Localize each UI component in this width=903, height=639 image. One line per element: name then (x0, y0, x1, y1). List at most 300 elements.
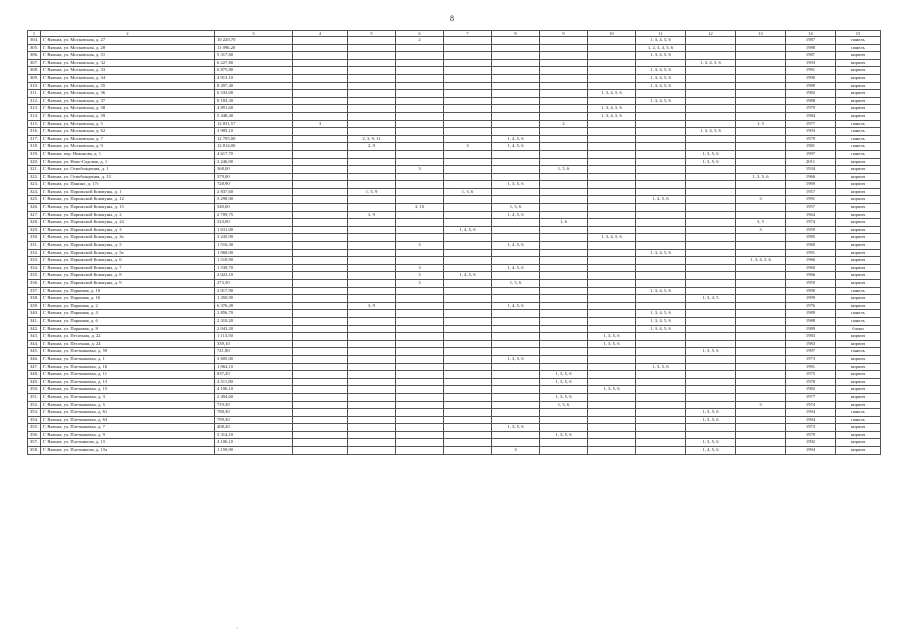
table-cell: 314. (28, 112, 41, 120)
table-row (28, 204, 881, 212)
table-cell (636, 135, 686, 143)
table-cell: Г. Вязьма, ул. Парижской Коммуны, д. 12 (41, 196, 215, 204)
table-cell (588, 272, 636, 280)
table-cell: 2 043,20 (215, 325, 293, 333)
table-cell: 1, 3, 4, 5, 6 (686, 59, 736, 67)
table-cell (736, 310, 786, 318)
table-cell (540, 204, 588, 212)
table-cell (293, 280, 348, 288)
table-cell: кирпич (836, 173, 881, 181)
table-cell (540, 158, 588, 166)
table-cell (588, 44, 636, 52)
table-cell (736, 128, 786, 136)
table-cell: 273,50 (215, 280, 293, 288)
table-cell (396, 44, 444, 52)
table-cell (293, 158, 348, 166)
table-cell (293, 90, 348, 98)
table-cell: панель (836, 120, 881, 128)
table-cell (348, 295, 396, 303)
table-cell (444, 264, 492, 272)
table-cell (293, 401, 348, 409)
table-cell: 3 (396, 272, 444, 280)
table-cell: 1982 (786, 90, 836, 98)
table-cell: 1, 5, 6 (492, 204, 540, 212)
table-cell (736, 242, 786, 250)
table-cell (736, 188, 786, 196)
table-cell: 330. (28, 234, 41, 242)
table-cell (396, 128, 444, 136)
table-cell (492, 234, 540, 242)
table-cell: 1, 5, 6 (540, 166, 588, 174)
table-cell (736, 59, 786, 67)
table-cell (348, 242, 396, 250)
table-row (28, 409, 881, 417)
table-cell: 334. (28, 264, 41, 272)
table-cell (588, 416, 636, 424)
table-cell (588, 52, 636, 60)
table-cell: 1, 4, 5, 6 (492, 135, 540, 143)
table-cell (293, 416, 348, 424)
table-cell (396, 401, 444, 409)
page-footer-mark: · (236, 626, 238, 632)
table-row (28, 82, 881, 90)
table-cell: 313. (28, 105, 41, 113)
table-cell (348, 74, 396, 82)
table-cell (540, 302, 588, 310)
table-cell (396, 150, 444, 158)
table-cell: 1960 (786, 264, 836, 272)
table-cell (492, 188, 540, 196)
table-cell: кирпич (836, 424, 881, 432)
table-cell: 1, 4, 5, 6 (492, 302, 540, 310)
table-cell: 1994 (786, 447, 836, 455)
table-cell (444, 355, 492, 363)
table-cell (444, 97, 492, 105)
table-cell (293, 302, 348, 310)
table-cell: 1988 (786, 317, 836, 325)
table-cell: 2 246,00 (215, 158, 293, 166)
table-cell: 3 985,10 (215, 128, 293, 136)
table-cell: 1989 (786, 325, 836, 333)
table-cell (540, 424, 588, 432)
table-cell (686, 424, 736, 432)
table-cell (293, 264, 348, 272)
table-cell (736, 439, 786, 447)
table-cell: 325. (28, 196, 41, 204)
table-row (28, 37, 881, 45)
table-cell: 1974 (786, 401, 836, 409)
table-cell: 1, 3, 5, 6 (540, 431, 588, 439)
table-body (28, 31, 881, 455)
table-row (28, 211, 881, 219)
table-cell (636, 439, 686, 447)
table-cell: панель (836, 37, 881, 45)
column-header: 7 (444, 31, 492, 37)
table-cell (293, 211, 348, 219)
table-row (28, 249, 881, 257)
table-cell (540, 97, 588, 105)
table-cell (588, 74, 636, 82)
table-cell: Г. Вязьма, ул. Песочная, д. 22 (41, 333, 215, 341)
column-header: 8 (492, 31, 540, 37)
table-cell (293, 348, 348, 356)
table-cell (293, 340, 348, 348)
table-cell: 408,20 (215, 424, 293, 432)
table-cell (348, 173, 396, 181)
table-cell: 1, 3, 5, 6 (636, 363, 686, 371)
table-cell: Г. Вязьма, ул. Московская, д. 31 (41, 52, 215, 60)
table-row (28, 355, 881, 363)
table-cell (588, 188, 636, 196)
table-cell: 1 510,90 (215, 257, 293, 265)
table-cell: кирпич (836, 166, 881, 174)
table-cell (686, 196, 736, 204)
table-cell (444, 105, 492, 113)
table-cell (686, 90, 736, 98)
table-cell (736, 181, 786, 189)
table-cell (348, 105, 396, 113)
table-cell (686, 219, 736, 227)
table-cell (444, 409, 492, 417)
table-cell (444, 74, 492, 82)
table-cell: 317. (28, 135, 41, 143)
table-cell: 1, 3, 5, 6 (686, 409, 736, 417)
housing-register-table (27, 30, 881, 455)
table-cell: 1, 3, 6 (444, 188, 492, 196)
table-cell (492, 90, 540, 98)
table-cell: Г. Вязьма, ул. Парковая, д. 4 (41, 310, 215, 318)
table-cell: 12 795,00 (215, 135, 293, 143)
table-cell: 1, 3, 5, 6 (588, 386, 636, 394)
table-cell (348, 90, 396, 98)
table-cell: 3 (396, 280, 444, 288)
table-cell (686, 310, 736, 318)
table-cell: 1987 (786, 52, 836, 60)
table-cell (396, 409, 444, 417)
table-cell: кирпич (836, 188, 881, 196)
table-cell (540, 310, 588, 318)
table-cell: 312. (28, 97, 41, 105)
table-cell (396, 234, 444, 242)
table-cell (492, 371, 540, 379)
table-cell: 3 298,00 (215, 196, 293, 204)
table-cell (348, 226, 396, 234)
table-cell (293, 52, 348, 60)
table-row (28, 424, 881, 432)
table-cell (736, 340, 786, 348)
table-cell: 307. (28, 59, 41, 67)
table-cell (492, 409, 540, 417)
table-cell: 1, 3, 4, 5, 6 (636, 74, 686, 82)
table-cell (588, 82, 636, 90)
table-cell: 1 516,30 (215, 242, 293, 250)
table-cell: 352. (28, 401, 41, 409)
table-cell: 1 113,50 (215, 333, 293, 341)
table-cell (686, 333, 736, 341)
table-cell (396, 416, 444, 424)
column-header: 3 (215, 31, 293, 37)
table-cell (444, 401, 492, 409)
table-cell (588, 128, 636, 136)
table-cell (636, 386, 686, 394)
table-cell (588, 401, 636, 409)
table-cell: Г. Вязьма, ул. Панино, д. 17г (41, 181, 215, 189)
table-cell: 1, 3, 5, 6 (540, 393, 588, 401)
column-header: 2 (41, 31, 215, 37)
table-cell: 339,10 (215, 340, 293, 348)
table-cell: кирпич (836, 431, 881, 439)
table-cell: 1, 3, 4, 5, 6 (636, 97, 686, 105)
table-cell (396, 74, 444, 82)
table-cell (348, 310, 396, 318)
table-cell: 1, 3, 4, 5, 6 (636, 249, 686, 257)
table-cell: 1985 (786, 234, 836, 242)
table-cell: кирпич (836, 257, 881, 265)
table-cell (588, 355, 636, 363)
table-cell (444, 310, 492, 318)
table-cell (636, 173, 686, 181)
table-row (28, 333, 881, 341)
table-cell (396, 135, 444, 143)
table-cell (293, 105, 348, 113)
table-cell: Г. Вязьма, ул. Парижской Коммуны, д. 15 (41, 204, 215, 212)
table-cell (588, 378, 636, 386)
table-cell: 1988 (786, 44, 836, 52)
table-cell: 1, 3, 5, 6 (588, 333, 636, 341)
table-cell: Г. Вязьма, ул. Московская, д. 9 (41, 143, 215, 151)
table-cell: Г. Вязьма, ул. Плетниковка, д. 10 (41, 363, 215, 371)
table-cell (588, 173, 636, 181)
table-cell: 837,20 (215, 371, 293, 379)
table-cell (636, 158, 686, 166)
table-cell: 351. (28, 393, 41, 401)
table-cell (293, 188, 348, 196)
table-cell: 1964 (786, 211, 836, 219)
table-cell: 310. (28, 82, 41, 90)
table-cell (736, 211, 786, 219)
table-cell (492, 105, 540, 113)
table-cell (444, 333, 492, 341)
column-header: 1 (28, 31, 41, 37)
table-cell (686, 386, 736, 394)
table-cell: 3, 9 (348, 302, 396, 310)
table-cell: 1 530,70 (215, 264, 293, 272)
table-cell (293, 82, 348, 90)
table-cell (588, 447, 636, 455)
table-cell (444, 120, 492, 128)
table-cell (348, 363, 396, 371)
table-cell (540, 52, 588, 60)
table-cell (444, 447, 492, 455)
table-cell (588, 120, 636, 128)
table-cell: 1997 (786, 150, 836, 158)
table-cell (686, 234, 736, 242)
table-cell: кирпич (836, 226, 881, 234)
table-cell: 1, 2, 3, 4, 5, 6 (636, 44, 686, 52)
table-cell (588, 431, 636, 439)
table-cell (293, 226, 348, 234)
table-cell: Г. Вязьма, ул. Плетниковка, д. 11 (41, 371, 215, 379)
table-cell (636, 211, 686, 219)
table-row (28, 431, 881, 439)
table-cell: 1978 (786, 378, 836, 386)
table-cell (293, 439, 348, 447)
table-cell: 1, 3, 5, 6 (686, 150, 736, 158)
table-cell (686, 280, 736, 288)
table-cell (293, 272, 348, 280)
table-cell (293, 196, 348, 204)
table-cell (492, 363, 540, 371)
table-cell (293, 37, 348, 45)
table-cell: 1999 (786, 295, 836, 303)
table-cell (444, 234, 492, 242)
table-cell: 11 096,20 (215, 44, 293, 52)
table-cell (492, 393, 540, 401)
table-cell: кирпич (836, 295, 881, 303)
table-cell (686, 67, 736, 75)
table-cell: 1, 5 (736, 120, 786, 128)
table-row (28, 242, 881, 250)
table-cell: Г. Вязьма, ул. Московская, д. 33 (41, 67, 215, 75)
column-header: 12 (686, 31, 736, 37)
table-cell (588, 204, 636, 212)
table-cell: 1990 (786, 74, 836, 82)
table-cell: кирпич (836, 158, 881, 166)
table-cell: 1, 5, 6 (540, 401, 588, 409)
table-cell: Г. Вязьма, ул. Плотникова, д. 15 (41, 439, 215, 447)
table-cell (492, 97, 540, 105)
table-row (28, 158, 881, 166)
table-cell (686, 249, 736, 257)
table-cell (686, 44, 736, 52)
table-cell: 5 317,60 (215, 52, 293, 60)
table-cell: кирпич (836, 447, 881, 455)
table-cell (540, 128, 588, 136)
table-cell (540, 287, 588, 295)
table-cell (348, 37, 396, 45)
table-cell (293, 378, 348, 386)
table-row (28, 378, 881, 386)
table-cell (293, 310, 348, 318)
table-cell (348, 82, 396, 90)
table-cell: кирпич (836, 386, 881, 394)
table-cell: 1983 (786, 333, 836, 341)
table-cell: Г. Вязьма, ул. Московская, д. 39 (41, 112, 215, 120)
table-cell (396, 257, 444, 265)
table-row (28, 340, 881, 348)
table-cell (444, 59, 492, 67)
table-cell: 5 448,40 (215, 112, 293, 120)
table-cell (736, 333, 786, 341)
table-cell (348, 378, 396, 386)
table-cell: 2 494,60 (215, 393, 293, 401)
table-cell: 319. (28, 150, 41, 158)
table-cell (636, 280, 686, 288)
table-cell: панель (836, 128, 881, 136)
table-row (28, 135, 881, 143)
table-cell (540, 59, 588, 67)
table-cell (540, 295, 588, 303)
table-cell (293, 234, 348, 242)
table-cell (444, 424, 492, 432)
table-cell: Г. Вязьма, ул. Плотникова, д. 15а (41, 447, 215, 455)
table-cell (492, 219, 540, 227)
table-cell (396, 348, 444, 356)
table-row (28, 317, 881, 325)
table-cell: 1991 (786, 363, 836, 371)
table-cell: кирпич (836, 219, 881, 227)
table-cell (492, 416, 540, 424)
table-cell: Г. Вязьма, ул. Парижской Коммуны, д. 3 (41, 226, 215, 234)
table-cell: 332. (28, 249, 41, 257)
table-cell: 326. (28, 204, 41, 212)
table-cell: 3 (736, 401, 786, 409)
table-cell: 350. (28, 386, 41, 394)
table-cell (348, 325, 396, 333)
table-cell: 1, 3, 4, 5, 6 (636, 325, 686, 333)
table-cell: 1983 (786, 340, 836, 348)
table-cell: 3 (396, 264, 444, 272)
table-cell: Г. Вязьма, ул. Плетниковка, д. 1 (41, 355, 215, 363)
table-cell (396, 52, 444, 60)
table-cell: 3 (396, 166, 444, 174)
column-header: 15 (836, 31, 881, 37)
table-cell (348, 393, 396, 401)
table-cell: 335. (28, 272, 41, 280)
table-cell: Г. Вязьма, ул. Плетниковка, д. 13 (41, 378, 215, 386)
table-cell (686, 37, 736, 45)
table-cell (444, 82, 492, 90)
table-cell: 1982 (786, 386, 836, 394)
table-cell: 728,90 (215, 181, 293, 189)
table-cell: Г. Вязьма, ул. Освобождения, д. 13 (41, 173, 215, 181)
table-cell: 788,30 (215, 409, 293, 417)
table-cell: 1934 (786, 166, 836, 174)
table-cell (686, 340, 736, 348)
table-cell (686, 242, 736, 250)
table-cell (444, 204, 492, 212)
table-cell (444, 112, 492, 120)
table-cell (348, 257, 396, 265)
table-cell (686, 52, 736, 60)
table-cell (588, 393, 636, 401)
table-cell (348, 196, 396, 204)
table-cell (444, 348, 492, 356)
table-cell (492, 82, 540, 90)
table-cell: 4 106,10 (215, 439, 293, 447)
table-cell (396, 59, 444, 67)
table-cell (293, 112, 348, 120)
table-cell: 1993 (786, 128, 836, 136)
table-cell: 1989 (786, 310, 836, 318)
table-row (28, 74, 881, 82)
table-cell: 1992 (786, 439, 836, 447)
table-cell: 540,00 (215, 204, 293, 212)
table-cell (396, 317, 444, 325)
table-cell: кирпич (836, 52, 881, 60)
table-cell (396, 378, 444, 386)
table-row (28, 219, 881, 227)
table-cell: 321. (28, 166, 41, 174)
table-cell (540, 249, 588, 257)
table-cell: кирпич (836, 234, 881, 242)
table-cell: 379,00 (215, 173, 293, 181)
table-cell (686, 211, 736, 219)
table-cell (686, 431, 736, 439)
table-cell (686, 105, 736, 113)
table-cell (736, 431, 786, 439)
table-cell: кирпич (836, 105, 881, 113)
